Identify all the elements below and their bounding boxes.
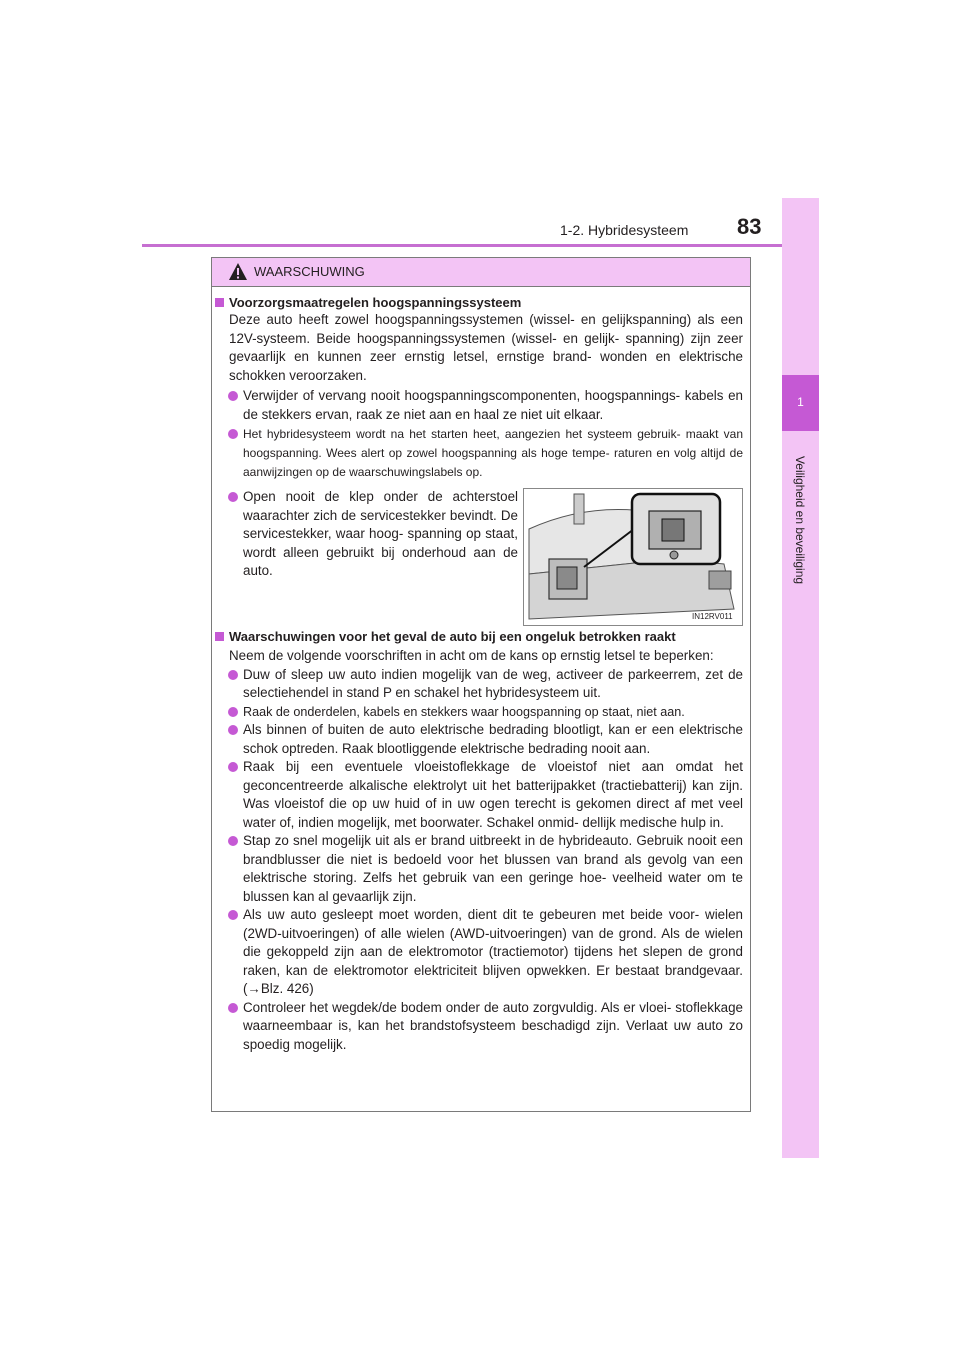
chapter-side-tab [782, 198, 819, 1158]
chapter-title: Veiligheid en beveiliging [793, 455, 807, 585]
bullet-icon [228, 707, 238, 717]
bullet-icon [228, 1003, 238, 1013]
bullet-icon [228, 670, 238, 680]
warning-title: WAARSCHUWING [254, 264, 365, 279]
warning-triangle-icon [228, 262, 248, 281]
section-intro: Neem de volgende voorschriften in acht om de kans op ernstig letsel te beperken: [229, 648, 714, 663]
list-item: Als uw auto gesleept moet worden, dient dit te gebeuren met beide voor- wielen (2WD-uitvoeringen) of alle wielen (AWD-uitvoeringen) van de grond. Als de wielen die gekoppeld zijn aan de elektromotor (tractiemotor) tijdens het slepen de grond raken, kan de elektromotor elektriciteit blijven opwekken. Er bestaat brandgevaar. (→Blz. 426) [213, 906, 749, 999]
figure-row [213, 488, 749, 628]
figure-code: IN12RV011 [692, 612, 733, 621]
bullet-icon [228, 492, 238, 502]
list-item: Verwijder of vervang nooit hoogspanningscomponenten, hoogspannings- kabels en de stekkers ervan, raak ze niet aan en haal ze niet uit elkaar. [213, 387, 749, 424]
warning-header [212, 258, 750, 287]
warning-box [211, 257, 751, 1112]
list-item: Controleer het wegdek/de bodem onder de auto zorgvuldig. Als er vloei- stoflekkage waarneembaar is, kan het brandstofsysteem beschadigd zijn. Verlaat uw auto zo spoedig mogelijk. [213, 999, 749, 1055]
page-number: 83 [737, 214, 762, 239]
list-item: Stap zo snel mogelijk uit als er brand uitbreekt in de hybrideauto. Gebruik nooit een brandblusser die niet is bedoeld voor het blussen van brand als gevolg van een elektrische storing. Zelfs het gebruik van een geringe hoe- veelheid water om te blussen kan al gevaarlijk zijn. [213, 832, 749, 906]
section-heading-accident: Waarschuwingen voor het geval de auto bij een ongeluk betrokken raakt [213, 628, 749, 645]
header-divider [142, 244, 818, 247]
list-item: Raak de onderdelen, kabels en stekkers waar hoogspanning op staat, niet aan. [213, 703, 749, 722]
list-item: Raak bij een eventuele vloeistoflekkage de vloeistof niet aan omdat het geconcentreerde alkalische elektrolyt uit het batterijpakket (tractiebatterij) kan zijn. Was vloeistof die op uw huid of in uw ogen terecht is gekomen direct af met veel water of, indien mogelijk, met boorwater. Schakel onmid- dellijk medische hulp in. [213, 758, 749, 832]
bullet-icon [228, 391, 238, 401]
bullet-icon [228, 725, 238, 735]
chapter-number: 1 [797, 395, 804, 409]
list-item: Als binnen of buiten de auto elektrische bedrading blootligt, kan er een elektrische schok optreden. Raak blootliggende elektrische bedrading nooit aan. [213, 721, 749, 758]
chapter-number-tab [782, 375, 819, 431]
bullet-icon [228, 836, 238, 846]
warning-content [213, 287, 749, 1054]
service-plug-illustration [524, 489, 742, 625]
bullet-icon [228, 910, 238, 920]
section-intro: Deze auto heeft zowel hoogspanningssystemen (wissel- en gelijkspanning) als een 12V-systeem. Beide hoogspanningssystemen (wissel- en gelijk- spanning) zijn zeer gevaarlijk en kunnen zeer ernstig letsel, ernstige brand- wonden en elektrische schokken veroorzaken. [229, 312, 743, 383]
bullet-icon [228, 762, 238, 772]
service-plug-figure [523, 488, 743, 626]
bullet-icon [228, 429, 238, 439]
page-section-title: 1-2. Hybridesysteem [560, 222, 689, 238]
list-item: Het hybridesysteem wordt na het starten heet, aangezien het systeem gebruik- maakt van hoogspanning. Wees alert op zowel hoogspanning als hoge tempe- raturen en volg altijd de aanwijzingen op de waarschuwingslabels op. [213, 425, 749, 482]
square-bullet-icon [215, 632, 224, 641]
section-heading-high-voltage: Voorzorgsmaatregelen hoogspanningssysteem [213, 294, 749, 311]
list-item: Open nooit de klep onder de achterstoel waarachter zich de servicestekker bevindt. De servicestekker, waar hoog- spanning op staat, wordt alleen gebruikt bij onderhoud aan de auto. [213, 488, 524, 581]
square-bullet-icon [215, 298, 224, 307]
list-item: Duw of sleep uw auto indien mogelijk van de weg, activeer de parkeerrem, zet de selectiehendel in stand P en schakel het hybridesysteem uit. [213, 666, 749, 703]
